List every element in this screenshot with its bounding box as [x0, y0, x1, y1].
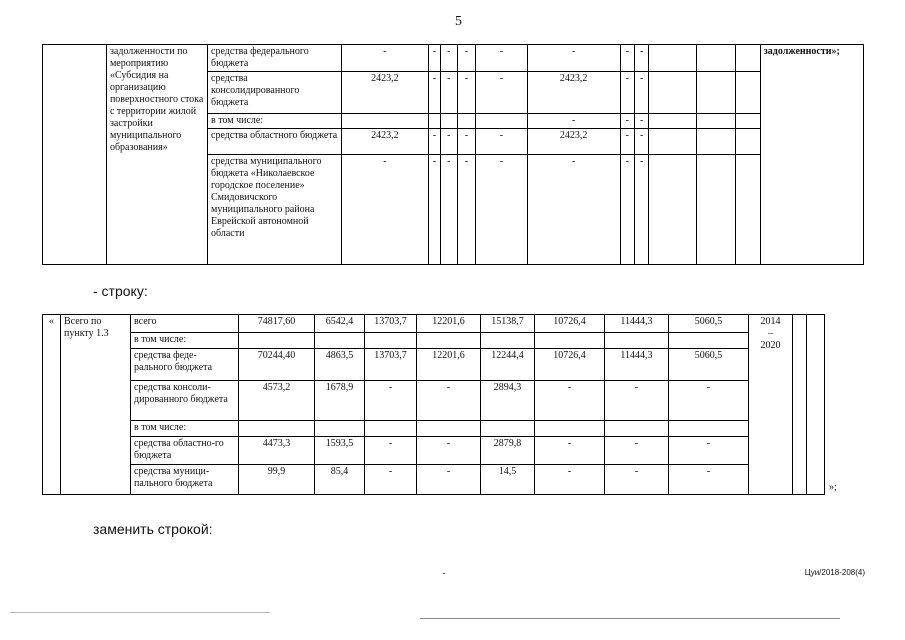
top-value-cell: 2423,2	[527, 72, 620, 114]
top-source-cell: средства областного бюджета	[208, 129, 342, 155]
bottom-total-cell: 74817,60	[239, 315, 315, 333]
bottom-total-cell	[239, 333, 315, 349]
bottom-value-cell: -	[365, 437, 417, 465]
top-value-cell: -	[527, 45, 620, 72]
bottom-source-cell: всего	[131, 315, 239, 333]
bottom-value-cell: 10726,4	[535, 315, 605, 333]
bottom-value-cell: -	[417, 381, 481, 421]
bottom-total-cell	[239, 421, 315, 437]
bottom-value-cell: -	[669, 381, 749, 421]
top-value-cell: -	[620, 72, 634, 114]
bottom-total-cell: 4573,2	[239, 381, 315, 421]
top-value-cell	[476, 114, 528, 129]
top-empty-cell	[649, 155, 696, 265]
top-value-cell: -	[634, 155, 648, 265]
top-value-cell: -	[527, 155, 620, 265]
bottom-value-cell	[481, 333, 535, 349]
bottom-value-cell	[365, 333, 417, 349]
top-value-cell: -	[428, 45, 440, 72]
top-value-cell: -	[634, 72, 648, 114]
bottom-value-cell: 1593,5	[315, 437, 365, 465]
top-value-cell	[428, 114, 440, 129]
footer-code: Цуи/2018-208(4)	[804, 568, 865, 577]
bottom-value-cell: -	[365, 465, 417, 495]
bottom-value-cell: -	[417, 465, 481, 495]
caption-stroku: - строку:	[93, 283, 148, 299]
bottom-value-cell	[535, 421, 605, 437]
bottom-table-row	[43, 421, 843, 437]
scan-noise-line-left	[10, 612, 270, 613]
top-total-cell: -	[342, 45, 429, 72]
period-end: 2020	[760, 340, 781, 351]
top-value-cell: -	[634, 114, 648, 129]
period-cell	[749, 315, 793, 495]
bottom-total-cell: 99,9	[239, 465, 315, 495]
page-number: 5	[455, 14, 462, 29]
bottom-value-cell	[481, 421, 535, 437]
bottom-value-cell	[365, 421, 417, 437]
top-empty-cell	[736, 114, 761, 129]
top-empty-cell	[736, 155, 761, 265]
top-empty-cell	[649, 72, 696, 114]
top-value-cell: -	[441, 72, 458, 114]
bottom-source-cell: средства феде-рального бюджета	[131, 349, 239, 381]
caption-zamenit: заменить строкой:	[93, 521, 213, 537]
period-dash: –	[768, 328, 773, 339]
top-total-cell: 2423,2	[342, 129, 429, 155]
bottom-value-cell: 13703,7	[365, 315, 417, 333]
bottom-value-cell: 11444,3	[605, 349, 669, 381]
bottom-value-cell	[315, 421, 365, 437]
top-empty-cell	[649, 129, 696, 155]
bottom-source-cell: средства консоли-дированного бюджета	[131, 381, 239, 421]
top-empty-cell	[649, 45, 696, 72]
bottom-value-cell: 5060,5	[669, 315, 749, 333]
top-value-cell: -	[428, 72, 440, 114]
top-source-cell: средства муниципального бюджета «Николаевское городское поселение» Смидовичского муниципального района Еврейской автономной области	[208, 155, 342, 265]
top-value-cell: -	[620, 114, 634, 129]
bottom-table-row	[43, 381, 843, 421]
bottom-total-cell: 4473,3	[239, 437, 315, 465]
top-value-cell: -	[634, 45, 648, 72]
top-value-cell: -	[441, 45, 458, 72]
bottom-table-row	[43, 333, 843, 349]
bottom-table-row	[43, 349, 843, 381]
top-value-cell: -	[457, 155, 476, 265]
bottom-value-cell: 2879,8	[481, 437, 535, 465]
bottom-value-cell: 85,4	[315, 465, 365, 495]
top-value-cell: -	[457, 72, 476, 114]
bottom-table-row	[43, 437, 843, 465]
bottom-value-cell: 11444,3	[605, 315, 669, 333]
bottom-table-row	[43, 465, 843, 495]
bottom-value-cell: 13703,7	[365, 349, 417, 381]
bottom-empty-cell	[793, 315, 807, 495]
bottom-value-cell	[417, 333, 481, 349]
top-empty-cell	[736, 72, 761, 114]
top-total-cell: -	[342, 155, 429, 265]
period-start: 2014	[760, 316, 781, 327]
top-total-cell: 2423,2	[342, 72, 429, 114]
bottom-value-cell: -	[535, 437, 605, 465]
top-empty-cell	[649, 114, 696, 129]
top-empty-cell	[43, 45, 107, 265]
bottom-source-cell: средства муници-пального бюджета	[131, 465, 239, 495]
bottom-value-cell: -	[605, 381, 669, 421]
bottom-value-cell: 6542,4	[315, 315, 365, 333]
top-value-cell: -	[476, 129, 528, 155]
bottom-value-cell	[605, 333, 669, 349]
top-value-cell: -	[476, 45, 528, 72]
bottom-value-cell	[669, 421, 749, 437]
bottom-value-cell: 5060,5	[669, 349, 749, 381]
bottom-value-cell: -	[417, 437, 481, 465]
top-value-cell: -	[476, 155, 528, 265]
bottom-table-row	[43, 315, 843, 333]
top-value-cell: -	[527, 114, 620, 129]
bottom-measure-cell: Всего по пункту 1.3	[61, 315, 131, 495]
top-empty-cell	[696, 114, 735, 129]
top-value-cell: -	[620, 155, 634, 265]
top-value-cell: 2423,2	[527, 129, 620, 155]
top-value-cell: -	[634, 129, 648, 155]
top-value-cell: -	[441, 155, 458, 265]
bottom-value-cell: 12201,6	[417, 315, 481, 333]
top-value-cell	[457, 114, 476, 129]
bottom-value-cell	[535, 333, 605, 349]
bottom-empty-cell	[807, 315, 825, 495]
top-empty-cell	[696, 155, 735, 265]
bottom-value-cell: 12244,4	[481, 349, 535, 381]
bottom-value-cell: -	[535, 465, 605, 495]
top-value-cell	[441, 114, 458, 129]
bottom-value-cell: -	[669, 437, 749, 465]
bottom-value-cell: -	[669, 465, 749, 495]
bottom-source-cell: в том числе:	[131, 421, 239, 437]
top-value-cell: -	[620, 45, 634, 72]
bottom-value-cell: 1678,9	[315, 381, 365, 421]
top-tail-note: задолженности»;	[760, 45, 863, 265]
bottom-value-cell: -	[605, 437, 669, 465]
top-empty-cell	[696, 45, 735, 72]
top-empty-cell	[696, 129, 735, 155]
bottom-table	[42, 314, 843, 495]
top-source-cell: средства федерального бюджета	[208, 45, 342, 72]
scan-noise-line	[420, 618, 840, 619]
top-value-cell: -	[476, 72, 528, 114]
top-empty-cell	[736, 129, 761, 155]
bottom-value-cell: 10726,4	[535, 349, 605, 381]
close-quote-cell: »;	[829, 481, 837, 493]
scan-dot	[443, 573, 445, 574]
top-table-row	[43, 45, 864, 72]
top-source-cell: средства консолидированного бюджета	[208, 72, 342, 114]
bottom-value-cell	[315, 333, 365, 349]
bottom-value-cell: 12201,6	[417, 349, 481, 381]
top-value-cell: -	[428, 129, 440, 155]
bottom-source-cell: в том числе:	[131, 333, 239, 349]
open-quote-cell: «	[43, 315, 61, 495]
top-total-cell	[342, 114, 429, 129]
top-table	[42, 44, 864, 265]
top-value-cell: -	[620, 129, 634, 155]
bottom-value-cell: 2894,3	[481, 381, 535, 421]
bottom-value-cell: 4863,5	[315, 349, 365, 381]
bottom-value-cell	[417, 421, 481, 437]
bottom-value-cell: -	[365, 381, 417, 421]
top-value-cell: -	[428, 155, 440, 265]
top-value-cell: -	[441, 129, 458, 155]
top-empty-cell	[736, 45, 761, 72]
bottom-value-cell: 15138,7	[481, 315, 535, 333]
bottom-value-cell: 14,5	[481, 465, 535, 495]
top-value-cell: -	[457, 129, 476, 155]
bottom-value-cell: -	[605, 465, 669, 495]
bottom-source-cell: средства областно-го бюджета	[131, 437, 239, 465]
top-measure-cell: задолженности по мероприятию «Субсидия на организацию поверхностного стока с территории жилой застройки муниципального образования»	[106, 45, 207, 265]
bottom-total-cell: 70244,40	[239, 349, 315, 381]
top-source-cell: в том числе:	[208, 114, 342, 129]
bottom-value-cell	[669, 333, 749, 349]
bottom-value-cell	[605, 421, 669, 437]
top-value-cell: -	[457, 45, 476, 72]
bottom-value-cell: -	[535, 381, 605, 421]
top-empty-cell	[696, 72, 735, 114]
